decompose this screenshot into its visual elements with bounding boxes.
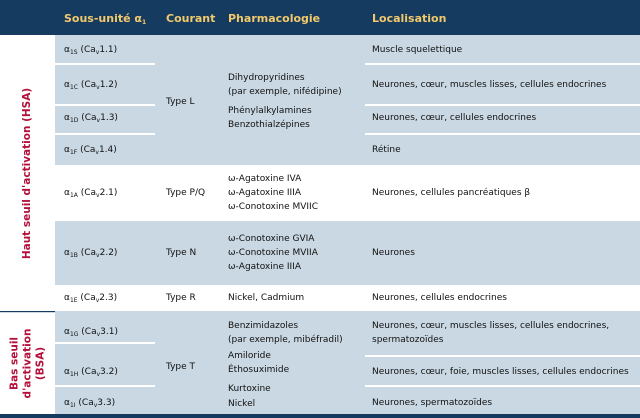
pharma-line: Nickel (228, 399, 256, 409)
localisation-cell-cont: spermatozoïdes (372, 335, 444, 345)
localisation-cell: Neurones, cœur, cellules endocrines (372, 113, 537, 123)
pharma-line: ω-Agatoxine IIIA (228, 188, 301, 198)
subunit-cell: $\alpha_{1S}$ $(Ca_v1.1)$ (64, 45, 118, 56)
section-bsa-label: Bas seuil d'activation (BSA) (8, 328, 47, 399)
header-pharmacology: Pharmacologie (228, 12, 321, 25)
row-sep (55, 63, 155, 65)
pharma-line: (par exemple, nifédipine) (228, 87, 342, 97)
localisation-cell: Neurones (372, 248, 415, 258)
pharma-line: ω-Agatoxine IVA (228, 174, 302, 184)
pharma-line: Kurtoxine (228, 384, 271, 394)
header-subunit: Sous-unité $\alpha_1$ (64, 12, 147, 26)
pharma-line: Benzothialzépines (228, 120, 310, 130)
row-sep (365, 355, 640, 357)
pharma-line: (par exemple, mibéfradil) (228, 335, 343, 345)
subunit-cell: $\alpha_{1I}$ $(Ca_v3.3)$ (64, 398, 116, 409)
pharma-line: Benzimidazoles (228, 321, 299, 331)
subunit-cell: $\alpha_{1G}$ $(Ca_v3.1)$ (64, 327, 118, 338)
pharma-line: Phénylalkylamines (228, 106, 312, 116)
table-header (0, 0, 640, 35)
row-sep (365, 104, 640, 106)
band-type-r (55, 285, 640, 311)
section-hsa (0, 35, 55, 311)
subunit-cell: $\alpha_{1C}$ $(Ca_v1.2)$ (64, 80, 118, 91)
localisation-cell: Rétine (372, 145, 401, 155)
row-sep (365, 133, 640, 135)
localisation-cell: Neurones, cœur, muscles lisses, cellules endocrines (372, 80, 607, 90)
pharma-line: Dihydropyridines (228, 73, 305, 83)
band-type-l (55, 35, 640, 163)
subunit-cell: $\alpha_{1A}$ $(Ca_v2.1)$ (64, 188, 118, 199)
row-sep (55, 342, 155, 344)
section-hsa-label: Haut seuil d'activation (HSA) (21, 87, 34, 259)
subunit-cell: $\alpha_{1E}$ $(Ca_v2.3)$ (64, 293, 118, 304)
current-cell: Type T (166, 362, 196, 372)
current-cell: Type L (166, 97, 195, 107)
row-sep (55, 104, 155, 106)
localisation-cell: Neurones, spermatozoïdes (372, 398, 493, 408)
localisation-cell: Neurones, cœur, muscles lisses, cellules endocrines, (372, 321, 610, 331)
pharma-line: ω-Conotoxine GVIA (228, 234, 315, 244)
subunit-cell: $\alpha_{1H}$ $(Ca_v3.2)$ (64, 367, 118, 378)
pharma-line: ω-Agatoxine IIIA (228, 262, 301, 272)
current-cell: Type R (166, 293, 196, 303)
pharma-line: Éthosuximide (228, 365, 290, 375)
pharma-line: Nickel, Cadmium (228, 293, 305, 303)
localisation-cell: Neurones, cellules pancréatiques β (372, 188, 531, 198)
band-type-n (55, 223, 640, 283)
pharma-line: Amiloride (228, 351, 271, 361)
header-localisation: Localisation (372, 12, 447, 25)
bottom-rule (0, 414, 640, 418)
header-current: Courant (166, 12, 216, 25)
row-sep (365, 63, 640, 65)
row-sep (55, 385, 155, 387)
localisation-cell: Neurones, cœur, foie, muscles lisses, cellules endocrines (372, 367, 629, 377)
section-bsa (0, 313, 55, 414)
current-cell: Type N (166, 248, 197, 258)
pharma-line: ω-Conotoxine MVIIC (228, 202, 318, 212)
section-divider (0, 311, 55, 312)
subunit-cell: $\alpha_{1D}$ $(Ca_v1.3)$ (64, 113, 118, 124)
current-cell: Type P/Q (166, 188, 206, 198)
row-sep (55, 133, 155, 135)
band-type-pq (55, 165, 640, 221)
pharma-line: ω-Conotoxine MVIIA (228, 248, 318, 258)
subunit-cell: $\alpha_{1F}$ $(Ca_v1.4)$ (64, 145, 117, 156)
localisation-cell: Neurones, cellules endocrines (372, 293, 507, 303)
localisation-cell: Muscle squelettique (372, 45, 463, 55)
subunit-cell: $\alpha_{1B}$ $(Ca_v2.2)$ (64, 248, 118, 259)
row-sep (365, 385, 640, 387)
